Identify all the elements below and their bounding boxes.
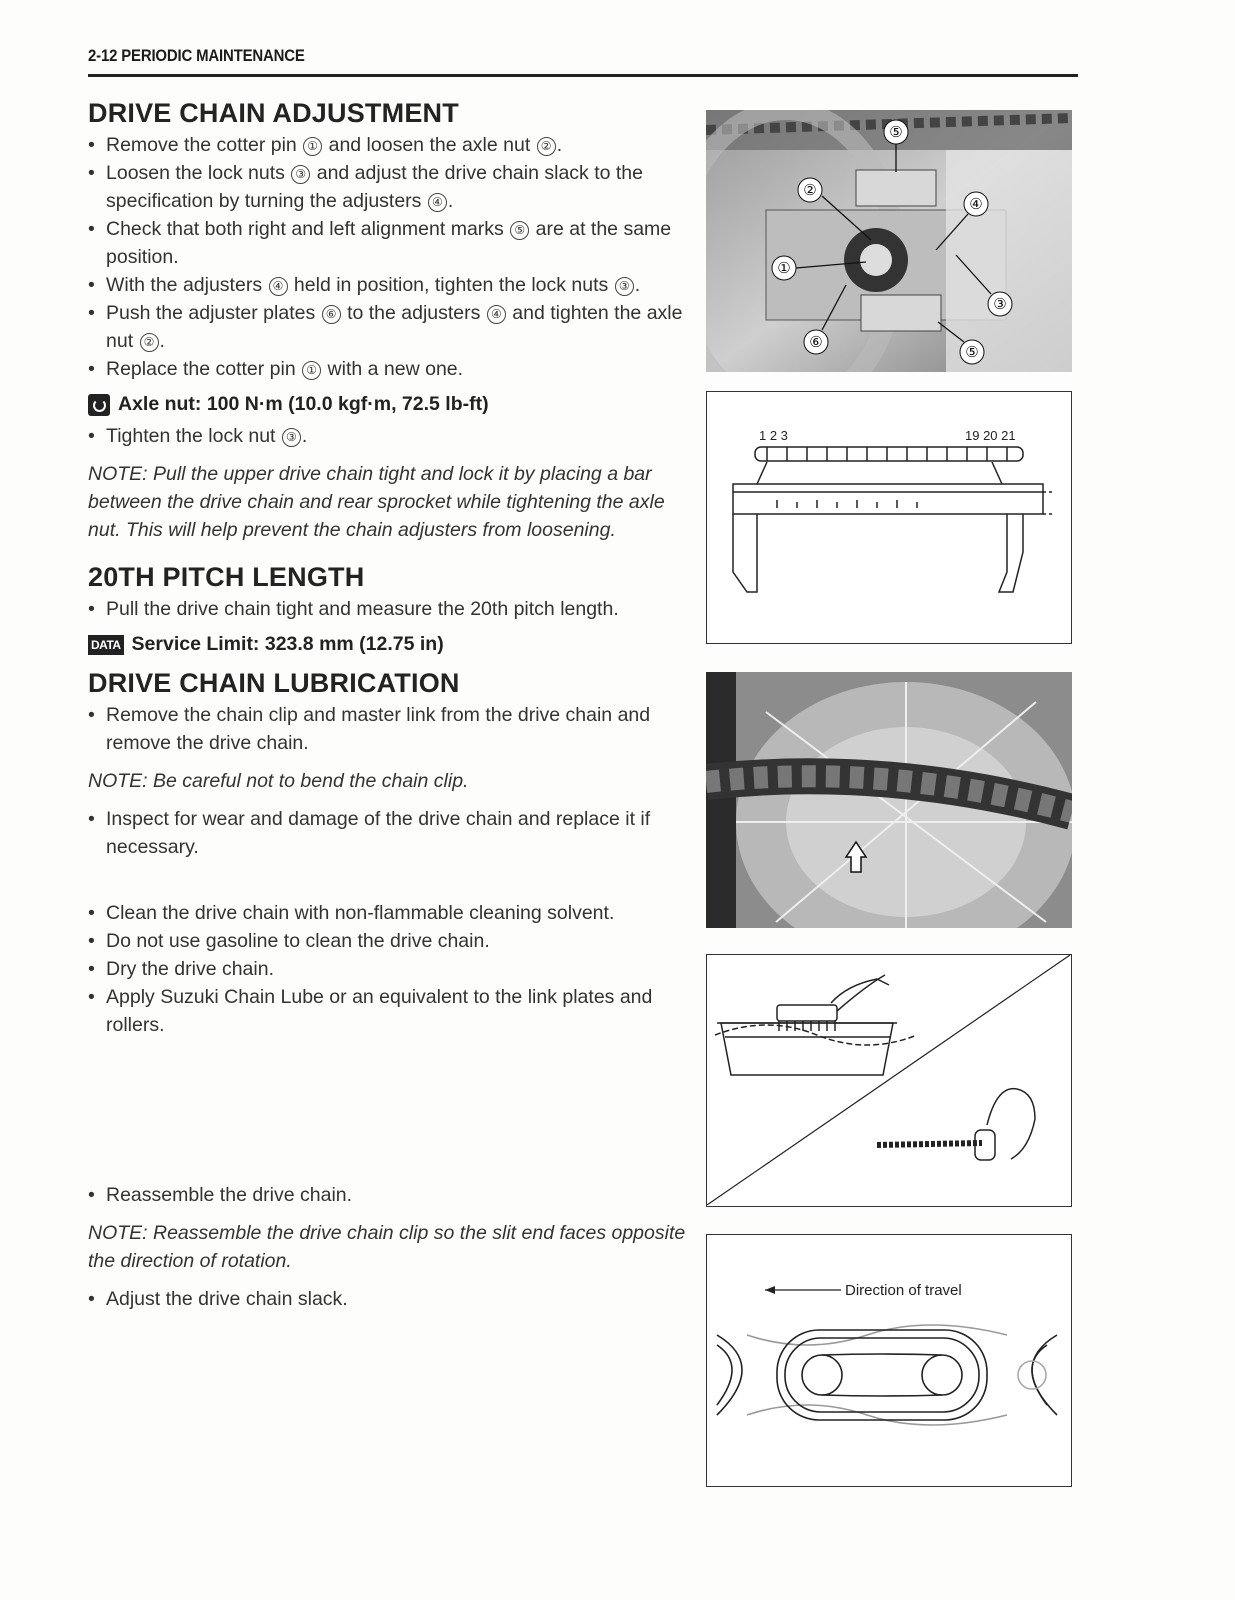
chain-adjuster-photo-image (706, 110, 1072, 372)
list-item: • Tighten the lock nut ③ . (88, 422, 693, 450)
direction-of-travel-label: Direction of travel (845, 1282, 962, 1299)
section-heading-pitch: 20TH PITCH LENGTH (88, 562, 365, 592)
list-item: • Dry the drive chain. (88, 955, 693, 983)
figure-clip-direction (706, 1234, 1072, 1487)
callout-6-icon: ⑥ (322, 305, 341, 324)
list-item: • Clean the drive chain with non-flammable cleaning solvent. (88, 899, 693, 927)
drive-chain-photo-image (706, 672, 1072, 928)
lube-steps-4 (88, 1181, 693, 1209)
list-item: • Do not use gasoline to clean the drive chain. (88, 927, 693, 955)
callout-4-icon: ④ (269, 277, 288, 296)
figure-pitch-caliper (706, 391, 1072, 644)
note-chain-clip: NOTE: Be careful not to bend the chain clip. (88, 770, 469, 792)
service-limit-spec: DATA Service Limit: 323.8 mm (12.75 in) (88, 633, 693, 656)
data-icon: DATA (88, 635, 124, 655)
figure-chain-photo (706, 672, 1072, 928)
torque-spec: Axle nut: 100 N·m (10.0 kgf·m, 72.5 lb-ft) (88, 393, 693, 416)
list-item: • Remove the chain clip and master link from the drive chain and remove the drive chain. (88, 701, 693, 757)
callout-4-photo-icon: ④ (969, 195, 983, 213)
callout-2-photo-icon: ② (803, 181, 817, 199)
figure-chain-adjuster-photo (706, 110, 1072, 372)
chain-cleaning-drawing (707, 955, 1070, 1205)
callout-4-icon: ④ (487, 305, 506, 324)
adjustment-steps (88, 131, 693, 383)
list-item: • Adjust the drive chain slack. (88, 1285, 693, 1313)
pitch-label-left: 1 2 3 (759, 428, 788, 443)
note-reassemble: NOTE: Reassemble the drive chain clip so the slit end faces opposite the direction of rotation. (88, 1222, 686, 1272)
page-header-title: 2-12 PERIODIC MAINTENANCE (88, 46, 305, 65)
section-heading-adjustment: DRIVE CHAIN ADJUSTMENT (88, 98, 459, 128)
adjustment-steps-cont (88, 422, 693, 450)
callout-2-icon: ② (537, 137, 556, 156)
list-item: • With the adjusters ④ held in position, tighten the lock nuts ③ . (88, 271, 693, 299)
note-adjustment: NOTE: Pull the upper drive chain tight and lock it by placing a bar between the drive chain and rear sprocket while tightening the axle nut. This will help prevent the chain adjusters from loosening. (88, 463, 665, 541)
figure-chain-cleaning (706, 954, 1072, 1207)
callout-5-bottom-icon: ⑤ (965, 343, 979, 361)
pitch-steps (88, 595, 693, 623)
torque-wrench-icon (88, 394, 110, 416)
callout-4-icon: ④ (428, 193, 447, 212)
callout-1-icon: ① (303, 137, 322, 156)
callout-3-icon: ③ (615, 277, 634, 296)
callout-1-photo-icon: ① (777, 259, 791, 277)
list-item: • Remove the cotter pin ① and loosen the axle nut ② . (88, 131, 693, 159)
lube-steps-3 (88, 899, 693, 1039)
callout-3-photo-icon: ③ (993, 295, 1007, 313)
lube-steps-5 (88, 1285, 693, 1313)
list-item: • Reassemble the drive chain. (88, 1181, 693, 1209)
callout-5-icon: ⑤ (510, 221, 529, 240)
callout-1-icon: ① (302, 361, 321, 380)
lube-steps-2 (88, 805, 693, 861)
list-item: • Loosen the lock nuts ③ and adjust the drive chain slack to the specification by turning the adjusters ④ . (88, 159, 693, 215)
arrow-left-icon (765, 1286, 841, 1294)
lube-steps-1 (88, 701, 693, 757)
text-column (88, 98, 693, 1313)
list-item: • Inspect for wear and damage of the drive chain and replace it if necessary. (88, 805, 693, 861)
caliper-drawing (707, 392, 1070, 642)
list-item: • Push the adjuster plates ⑥ to the adjusters ④ and tighten the axle nut ② . (88, 299, 693, 355)
callout-2-icon: ② (140, 333, 159, 352)
callout-6-photo-icon: ⑥ (809, 333, 823, 351)
callout-5-top-icon: ⑤ (889, 123, 903, 141)
list-item: • Pull the drive chain tight and measure the 20th pitch length. (88, 595, 693, 623)
list-item: • Replace the cotter pin ① with a new one. (88, 355, 693, 383)
section-heading-lube: DRIVE CHAIN LUBRICATION (88, 668, 460, 698)
list-item: • Apply Suzuki Chain Lube or an equivalent to the link plates and rollers. (88, 983, 693, 1039)
list-item: • Check that both right and left alignment marks ⑤ are at the same position. (88, 215, 693, 271)
callout-3-icon: ③ (291, 165, 310, 184)
page-header (88, 46, 1078, 77)
chain-clip-drawing (707, 1235, 1070, 1485)
callout-3-icon: ③ (282, 428, 301, 447)
pitch-label-right: 19 20 21 (965, 428, 1016, 443)
